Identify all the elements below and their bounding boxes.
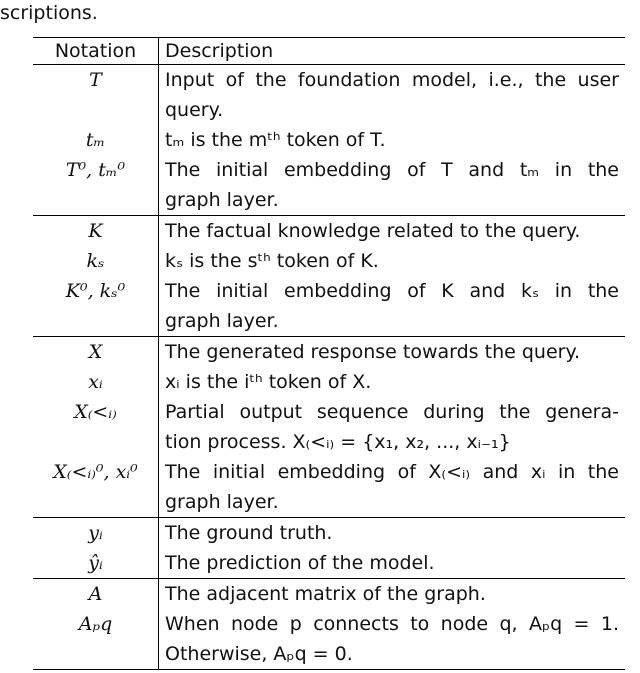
notation-cell bbox=[33, 457, 159, 518]
description-cell bbox=[159, 65, 626, 126]
table-body bbox=[33, 65, 625, 670]
notation-symbol: kₛ bbox=[86, 250, 105, 272]
description-line: query. bbox=[165, 99, 224, 121]
description-cell bbox=[159, 276, 626, 337]
table-row bbox=[33, 155, 625, 216]
description-line: Partial output sequence during the genera- bbox=[165, 401, 619, 423]
table-row bbox=[33, 579, 625, 610]
notation-cell bbox=[33, 609, 159, 670]
table-row bbox=[33, 65, 625, 126]
table-row bbox=[33, 276, 625, 337]
table-row bbox=[33, 397, 625, 457]
notation-table bbox=[33, 37, 625, 670]
notation-cell bbox=[33, 65, 159, 126]
notation-symbol: A bbox=[88, 583, 103, 605]
description-line: graph layer. bbox=[165, 491, 279, 513]
description-cell bbox=[159, 457, 626, 518]
description-line: The ground truth. bbox=[165, 522, 333, 544]
description-cell bbox=[159, 216, 626, 247]
description-line: The initial embedding of T and tₘ in the bbox=[165, 159, 619, 181]
table-row bbox=[33, 216, 625, 247]
description-cell bbox=[159, 518, 626, 549]
description-line: The adjacent matrix of the graph. bbox=[165, 583, 486, 605]
notation-symbol: K⁰, kₛ⁰ bbox=[65, 280, 126, 302]
description-cell bbox=[159, 548, 626, 579]
description-cell bbox=[159, 337, 626, 368]
table-row bbox=[33, 609, 625, 670]
notation-cell bbox=[33, 155, 159, 216]
description-cell bbox=[159, 609, 626, 670]
table-row bbox=[33, 548, 625, 579]
notation-cell bbox=[33, 548, 159, 579]
notation-symbol: xᵢ bbox=[88, 371, 103, 393]
table-row bbox=[33, 125, 625, 155]
notation-cell bbox=[33, 518, 159, 549]
description-line: The factual knowledge related to the query. bbox=[165, 220, 581, 242]
description-line: When node p connects to node q, Aₚq = 1. bbox=[165, 613, 619, 635]
notation-symbol: T⁰, tₘ⁰ bbox=[65, 159, 126, 181]
notation-cell bbox=[33, 337, 159, 368]
description-cell bbox=[159, 579, 626, 610]
description-line: graph layer. bbox=[165, 310, 279, 332]
description-line: The initial embedding of K and kₛ in the bbox=[165, 280, 619, 302]
description-line: tₘ is the mᵗʰ token of T. bbox=[165, 129, 386, 151]
notation-symbol: T bbox=[89, 69, 102, 91]
description-line: kₛ is the sᵗʰ token of K. bbox=[165, 250, 379, 272]
table-row bbox=[33, 337, 625, 368]
table-row bbox=[33, 457, 625, 518]
description-line: xᵢ is the iᵗʰ token of X. bbox=[165, 371, 372, 393]
notation-symbol: yᵢ bbox=[88, 522, 103, 544]
notation-symbol: Aₚq bbox=[78, 613, 113, 635]
notation-cell bbox=[33, 397, 159, 457]
notation-header: Notation bbox=[33, 38, 159, 65]
notation-cell bbox=[33, 216, 159, 247]
description-line: The generated response towards the query. bbox=[165, 341, 581, 363]
table-row bbox=[33, 246, 625, 276]
notation-symbol: tₘ bbox=[85, 129, 106, 151]
description-line: graph layer. bbox=[165, 189, 279, 211]
table-caption: scriptions. bbox=[0, 2, 98, 24]
description-line: The prediction of the model. bbox=[165, 552, 435, 574]
notation-symbol: X bbox=[88, 341, 103, 363]
description-cell bbox=[159, 155, 626, 216]
notation-symbol: K bbox=[88, 220, 103, 242]
notation-cell bbox=[33, 276, 159, 337]
notation-symbol: X₍<ᵢ₎⁰, xᵢ⁰ bbox=[53, 461, 138, 483]
notation-symbol: ŷᵢ bbox=[88, 552, 103, 574]
table-row bbox=[33, 518, 625, 549]
table-row bbox=[33, 367, 625, 397]
notation-cell bbox=[33, 125, 159, 155]
description-cell bbox=[159, 125, 626, 155]
description-line: The initial embedding of X₍<ᵢ₎ and xᵢ in the bbox=[165, 461, 619, 483]
description-line: Input of the foundation model, i.e., the user bbox=[165, 69, 619, 91]
description-cell bbox=[159, 367, 626, 397]
description-cell bbox=[159, 246, 626, 276]
description-header: Description bbox=[159, 38, 626, 65]
description-line: tion process. X₍<ᵢ₎ = {x₁, x₂, ..., xᵢ₋₁} bbox=[165, 431, 511, 453]
notation-cell bbox=[33, 367, 159, 397]
notation-symbol: X₍<ᵢ₎ bbox=[74, 401, 117, 423]
description-line: Otherwise, Aₚq = 0. bbox=[165, 643, 353, 665]
notation-cell bbox=[33, 579, 159, 610]
header-row bbox=[33, 38, 625, 65]
notation-cell bbox=[33, 246, 159, 276]
description-cell bbox=[159, 397, 626, 457]
